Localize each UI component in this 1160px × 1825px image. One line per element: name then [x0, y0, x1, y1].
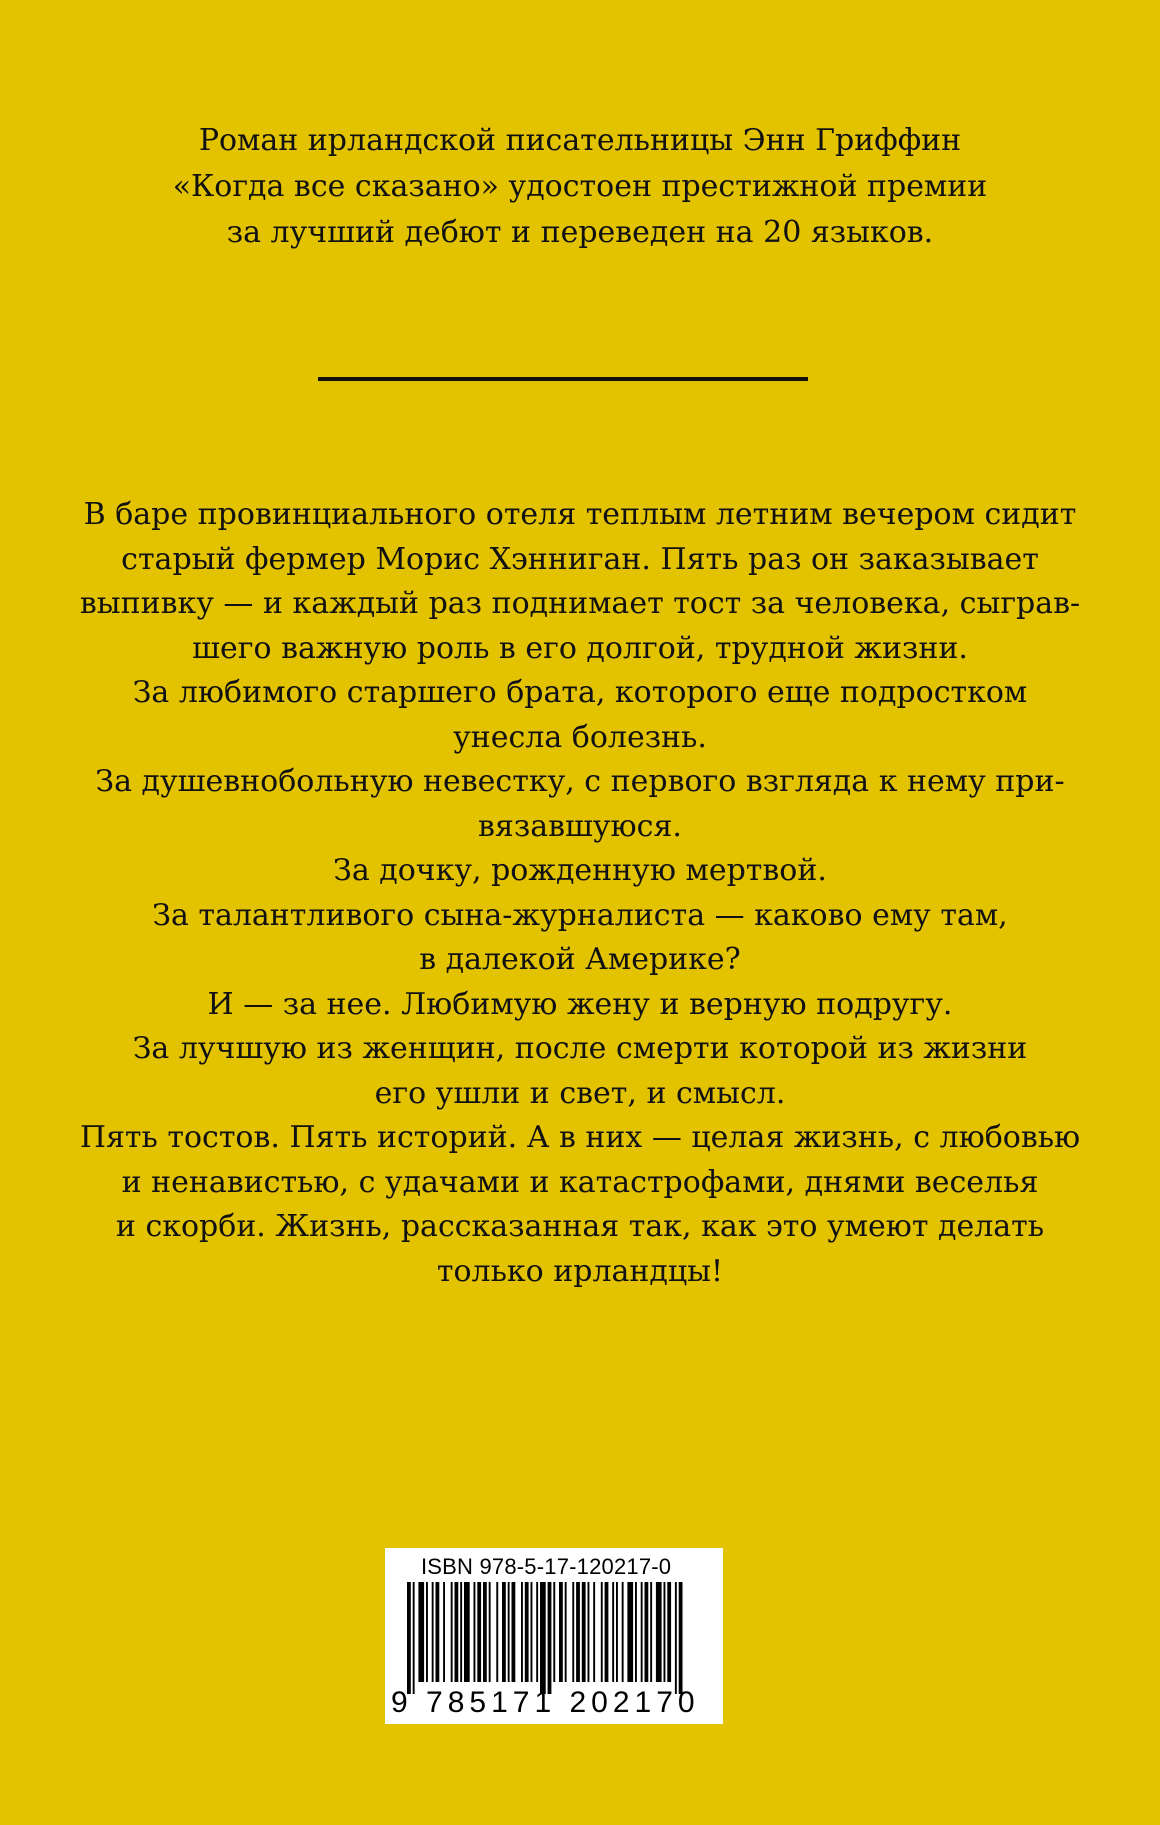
annotation-line: и скорби. Жизнь, рассказанная так, как это умеют делать [115, 1209, 1045, 1244]
barcode-bar [588, 1582, 590, 1682]
annotation-line: старый фермер Морис Хэнниган. Пять раз он заказывает [121, 541, 1039, 577]
barcode-bar [460, 1582, 462, 1682]
barcode-bar [496, 1582, 498, 1682]
barcode-bar [407, 1582, 411, 1694]
barcode-bar [443, 1582, 445, 1682]
barcode-bar [426, 1582, 428, 1682]
intro-line: Роман ирландской писательницы Энн Гриффин [198, 123, 962, 158]
annotation-line: За дочку, рожденную мертвой. [333, 853, 827, 888]
barcode-bar [531, 1582, 533, 1682]
barcode-bar [601, 1582, 603, 1682]
annotation-line: его ушли и свет, и смысл. [374, 1075, 786, 1111]
barcode-bar [489, 1582, 491, 1682]
barcode-bar [521, 1582, 523, 1682]
barcode-bar [413, 1582, 415, 1694]
barcode-bar [548, 1582, 552, 1694]
annotation-line: выпивку — и каждый раз поднимает тост за человека, сыграв- [79, 586, 1081, 621]
ean-digits: 9 785171 202170 [391, 1686, 700, 1719]
annotation-line: За любимого старшего брата, которого еще подростком [132, 675, 1028, 710]
barcode-bar [483, 1582, 487, 1682]
annotation-line: Пять тостов. Пять историй. А в них — целая жизнь, с любовью [79, 1120, 1081, 1155]
barcode-bar [593, 1582, 595, 1682]
annotation-line: вязавшуюся. [478, 808, 682, 844]
barcode-bar [553, 1582, 555, 1682]
barcode-bar [565, 1582, 567, 1682]
barcode-bar [451, 1582, 453, 1682]
barcode-bar [664, 1582, 666, 1682]
barcode-bar [622, 1582, 624, 1682]
barcode-bar [616, 1582, 618, 1682]
barcode-bar [656, 1582, 662, 1682]
barcode-bar [675, 1582, 677, 1694]
barcode-bar [512, 1582, 516, 1682]
annotation-text [0, 493, 1160, 1294]
divider-rule [318, 377, 808, 381]
annotation-line: За душевнобольную невестку, с первого взгляда к нему при- [95, 764, 1065, 799]
barcode-bar [641, 1582, 643, 1682]
intro-blurb [0, 118, 1160, 256]
intro-line: «Когда все сказано» удостоен престижной премии [172, 169, 988, 204]
barcode-bar [502, 1582, 506, 1682]
barcode-bar [559, 1582, 563, 1682]
annotation-line: шего важную роль в его долгой, трудной жизни. [192, 630, 968, 666]
barcode-bar [667, 1582, 671, 1682]
barcode-bar [635, 1582, 637, 1682]
barcode-bar [576, 1582, 580, 1682]
annotation-line: В баре провинциального отеля теплым летним вечером сидит [83, 497, 1077, 532]
annotation-line: только ирландцы! [436, 1253, 724, 1289]
isbn-label: ISBN 978-5-17-120217-0 [421, 1554, 672, 1579]
barcode-bar [432, 1582, 434, 1682]
barcode-bar [572, 1582, 574, 1682]
annotation-line: в далекой Америке? [419, 942, 741, 977]
annotation-line: унесла болезнь. [453, 719, 707, 755]
barcode-bar [679, 1582, 683, 1694]
barcode-bar [605, 1582, 609, 1682]
annotation-line: За талантливого сына-журналиста — каково ему там, [152, 897, 1008, 933]
barcode-bar [650, 1582, 652, 1682]
barcode-bars [407, 1582, 707, 1694]
barcode-bar [464, 1582, 470, 1682]
barcode-bar [474, 1582, 476, 1682]
annotation-line: и ненавистью, с удачами и катастрофами, днями веселья [121, 1164, 1039, 1200]
barcode-bar [477, 1582, 481, 1682]
barcode-bar [645, 1582, 649, 1682]
barcode-bar [612, 1582, 614, 1682]
barcode-bar [540, 1582, 546, 1694]
barcode-bar [525, 1582, 529, 1682]
barcode-bar [536, 1582, 538, 1682]
barcode-bar [436, 1582, 440, 1682]
barcode-box [385, 1548, 723, 1724]
barcode-bar [582, 1582, 586, 1682]
annotation-line: За лучшую из женщин, после смерти которой из жизни [132, 1031, 1028, 1066]
barcode-bar [418, 1582, 424, 1682]
barcode-bar [627, 1582, 633, 1682]
intro-line: за лучший дебют и переведен на 20 языков. [226, 215, 934, 250]
barcode-bar [508, 1582, 510, 1682]
annotation-line: И — за нее. Любимую жену и верную подругу. [207, 986, 953, 1022]
barcode-bar [455, 1582, 459, 1682]
